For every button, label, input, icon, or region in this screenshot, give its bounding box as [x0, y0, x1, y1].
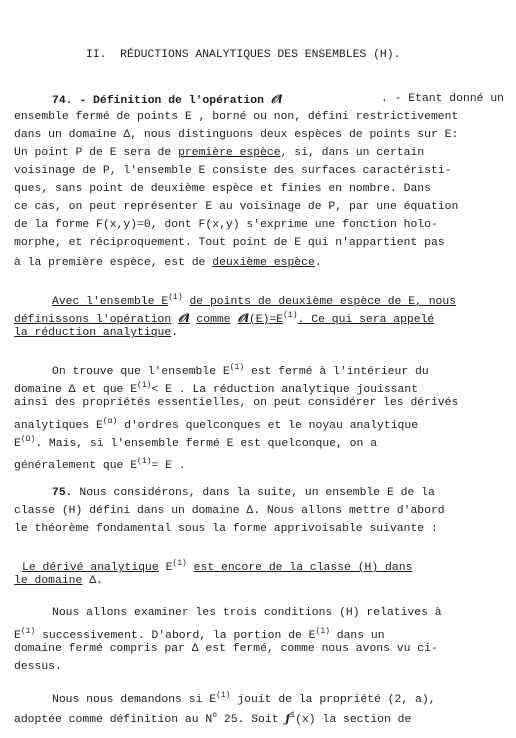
text-run: Le dérivé analytique [22, 562, 159, 574]
text-run: Avec l'ensemble E [52, 296, 169, 308]
section-number: 74. [52, 95, 73, 107]
s74-line-9: morphe, et réciproquement. Tout point de E qui n'appartient pas [14, 237, 445, 249]
p2-line-5 [14, 432, 504, 452]
text-run: à la première espèce, est de [14, 257, 206, 269]
text-run: dans un [329, 630, 385, 642]
superscript: (1) [229, 363, 245, 372]
text-run: est encore de la classe (H) dans [193, 562, 413, 574]
s75-line-2: classe (H) défini dans un domaine Δ. Nous allons mettre d'abord [14, 505, 445, 517]
s74-line-1 [52, 92, 504, 109]
p4-line-2 [14, 708, 504, 728]
p3-line-2 [14, 624, 504, 644]
theorem-line-1 [22, 556, 512, 576]
text-run: domaine Δ et que E [14, 384, 138, 396]
definition-line-3 [14, 326, 504, 341]
text-run: généralement que E [14, 460, 138, 472]
s74-line-4 [14, 146, 504, 161]
text-run: comme [196, 314, 231, 326]
text-run: 25. Soit [217, 714, 279, 726]
section-number: 75. [52, 487, 73, 499]
p2-line-4 [14, 414, 504, 434]
text-run: On trouve que l'ensemble E [52, 366, 230, 378]
superscript: (Ω) [20, 435, 36, 444]
text-run: E [14, 630, 21, 642]
s74-line-6: ques, sans point de deuxième espèce et finies en nombre. Dans [14, 183, 431, 195]
p3-line-1: Nous allons examiner les trois conditions (H) relatives à [52, 607, 442, 619]
s74-line-10 [14, 256, 504, 271]
text-run: analytiques E [14, 420, 103, 432]
text-run: < E . La réduction analytique jouissant [151, 384, 419, 396]
text-run: Δ. [89, 575, 103, 587]
s75-line-1 [52, 486, 516, 501]
operator-symbol: 𝒪l [237, 311, 249, 325]
s74-line-3: dans un domaine Δ, nous distinguons deux espèces de points sur E: [14, 129, 459, 141]
superscript: (1) [137, 457, 152, 466]
p2-line-2 [14, 378, 504, 398]
definition-line-2 [14, 308, 504, 328]
superscript: (1) [283, 311, 298, 320]
text-run: jouit de la propriété (2, a), [230, 694, 436, 706]
p2-line-6 [14, 454, 504, 474]
text-run: Nous considérons, dans la suite, un ensemble E de la [79, 487, 435, 499]
text-run: (E)=E [248, 314, 284, 326]
chapter-heading: II. RÉDUCTIONS ANALYTIQUES DES ENSEMBLES (H). [86, 49, 401, 61]
term-premiere-espece: première espèce [178, 147, 281, 159]
s74-line-5: voisinage de P, l'ensemble E consiste des surfaces caractéristi- [14, 165, 452, 177]
definition-line-1 [52, 290, 516, 310]
text-run: , si, dans un certain [280, 147, 425, 159]
text-run: le domaine [14, 575, 83, 587]
text-run: Nous nous demandons si E [52, 694, 217, 706]
theorem-line-2 [14, 574, 504, 589]
text-run: adoptée comme définition au N [14, 714, 213, 726]
superscript: (1) [172, 559, 187, 568]
text-run: = E . [151, 460, 186, 472]
text-run: . Mais, si l'ensemble fermé E est quelconque, on a [35, 438, 378, 450]
text-run: successivement. D'abord, la portion de E [35, 630, 316, 642]
text-run: E [14, 438, 21, 450]
text-run: . Ce qui sera appelé [297, 314, 435, 326]
term-reduction-analytique: la réduction analytique [14, 327, 172, 339]
s74-line-8: de la forme F(x,y)=0, dont F(x,y) s'exprime une fonction holo- [14, 219, 438, 231]
superscript: (1) [315, 627, 330, 636]
superscript: (1) [168, 293, 183, 302]
text-run: définissons l'opération [14, 314, 172, 326]
term-deuxieme-espece: deuxième espèce [212, 257, 315, 269]
p3-line-4: dessus. [14, 661, 62, 673]
superscript: (α) [102, 417, 118, 426]
p3-line-3: domaine fermé compris par Δ est fermé, comme nous avons vu ci- [14, 643, 438, 655]
superscript: (1) [216, 691, 231, 700]
p2-line-3: ainsi des propriétés essentielles, on peut considérer les dérivés [14, 397, 459, 409]
text-run: . [171, 327, 179, 339]
text-run: (x) la section de [295, 714, 412, 726]
p2-line-1 [52, 360, 516, 380]
subscript: 1 [290, 711, 296, 720]
text-run: . - Etant donné un [380, 93, 504, 105]
text-run: Un point P de E sera de [14, 147, 172, 159]
superscript: (1) [20, 627, 36, 636]
text-run: de points de deuxième espèce de E, nous [189, 296, 457, 308]
text-run: est fermé à l'intérieur du [244, 366, 429, 378]
text-run: . [314, 257, 322, 269]
script-f-symbol: ƒ [285, 711, 291, 725]
text-run: E [165, 562, 173, 574]
text-run: d'ordres quelconques et le noyau analytique [117, 420, 419, 432]
s74-line-2: ensemble fermé de points E , borné ou non, défini restrictivement [14, 111, 459, 123]
section-title: - Définition de l'opération [79, 95, 264, 107]
p4-line-1 [52, 688, 516, 708]
superscript: o [212, 711, 218, 720]
superscript: (1) [137, 381, 152, 390]
operator-symbol: 𝒪l [270, 92, 283, 106]
s75-line-3: le théorème fondamental sous la forme apprivoisable suivante : [14, 523, 438, 535]
s74-line-7: ce cas, on peut représenter E au voisinage de P, par une équation [14, 201, 459, 213]
operator-symbol: 𝒪l [178, 311, 190, 325]
